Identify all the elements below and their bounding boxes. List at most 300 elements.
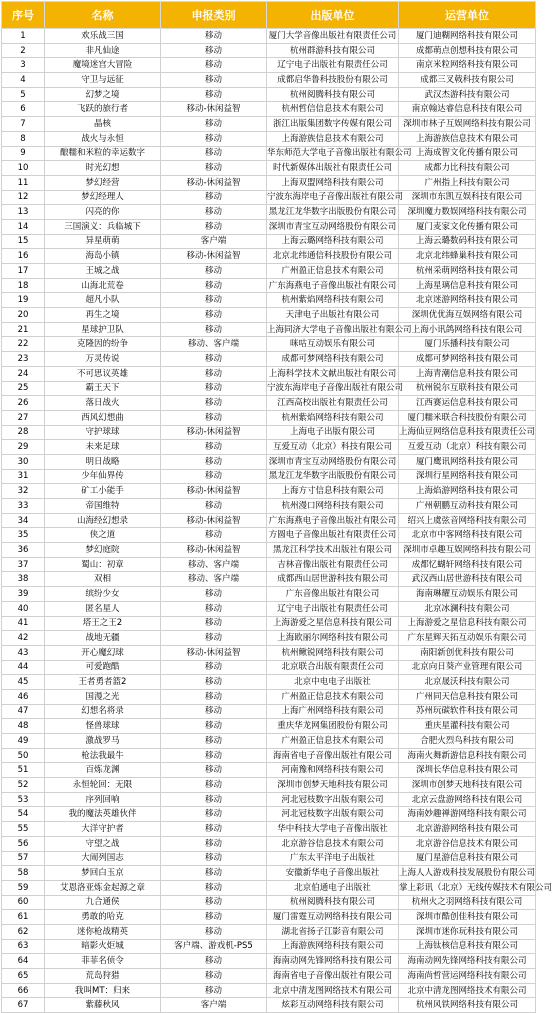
- cell-publisher: 华东师范大学电子音像出版社有限公司: [267, 146, 399, 161]
- cell-publisher: 海南动网先锋网络科技有限公司: [267, 954, 399, 969]
- cell-operator: 上海仙豆网络信息科技有限责任公司: [399, 425, 536, 440]
- cell-no: 21: [2, 322, 45, 337]
- cell-publisher: 上海同济大学电子音像出版社有限公司: [267, 322, 399, 337]
- table-row: [2, 410, 536, 425]
- cell-publisher: 广东太平洋电子出版社: [267, 851, 399, 866]
- cell-no: 63: [2, 939, 45, 954]
- cell-operator: 广州指上科技有限公司: [399, 175, 536, 190]
- cell-name: 开心魔幻球: [45, 645, 161, 660]
- cell-name: 超凡小队: [45, 293, 161, 308]
- table-row: [2, 807, 536, 822]
- cell-operator: 上海人人游戏科技发展股份有限公司: [399, 866, 536, 881]
- cell-publisher: 广东海燕电子音像出版社有限公司: [267, 278, 399, 293]
- cell-name: 我叫MT：归来: [45, 983, 161, 998]
- cell-name: 紫藤秋风: [45, 998, 161, 1013]
- cell-operator: 海南妙趣禅游网络科技有限公司: [399, 807, 536, 822]
- cell-category: 移动: [161, 734, 267, 749]
- cell-no: 10: [2, 161, 45, 176]
- cell-no: 45: [2, 675, 45, 690]
- cell-name: 暗影火炬城: [45, 939, 161, 954]
- cell-operator: 成都力比科技有限公司: [399, 161, 536, 176]
- cell-no: 16: [2, 249, 45, 264]
- cell-no: 65: [2, 969, 45, 984]
- cell-no: 19: [2, 293, 45, 308]
- cell-category: 移动: [161, 880, 267, 895]
- cell-category: 移动: [161, 660, 267, 675]
- cell-no: 59: [2, 880, 45, 895]
- cell-publisher: 河南豫和网络科技有限公司: [267, 763, 399, 778]
- table-row: [2, 851, 536, 866]
- cell-publisher: 黑龙江科学技术出版社有限公司: [267, 543, 399, 558]
- cell-name: 菲菲名侦令: [45, 954, 161, 969]
- cell-category: 移动: [161, 866, 267, 881]
- cell-category: 客户端: [161, 234, 267, 249]
- cell-publisher: 杭州哲信信息技术有限公司: [267, 102, 399, 117]
- cell-publisher: 天津电子出版社有限公司: [267, 308, 399, 323]
- cell-name: 塔王之王2: [45, 616, 161, 631]
- cell-operator: 海南火舞新游信息科技有限公司: [399, 748, 536, 763]
- table-row: [2, 939, 536, 954]
- cell-name: 迷你枪战精英: [45, 924, 161, 939]
- cell-operator: 上海钛核信息科技有限公司: [399, 939, 536, 954]
- cell-publisher: 北京联合出版有限责任公司: [267, 660, 399, 675]
- cell-no: 42: [2, 631, 45, 646]
- cell-no: 49: [2, 734, 45, 749]
- cell-no: 56: [2, 836, 45, 851]
- cell-operator: 深圳行星网络科技有限公司: [399, 469, 536, 484]
- cell-publisher: 吉林音像出版社有限责任公司: [267, 557, 399, 572]
- cell-publisher: 江西高校出版社有限责任公司: [267, 396, 399, 411]
- table-row: [2, 352, 536, 367]
- cell-publisher: 杭州鳅锐网络科技有限公司: [267, 645, 399, 660]
- cell-no: 25: [2, 381, 45, 396]
- cell-name: 王城之战: [45, 264, 161, 279]
- cell-publisher: 广东海燕电子音像出版社有限公司: [267, 513, 399, 528]
- cell-operator: 武汉杰游科技有限公司: [399, 87, 536, 102]
- cell-publisher: 上海游族网络科技有限公司: [267, 939, 399, 954]
- cell-publisher: 上海方寸信息科技有限公司: [267, 484, 399, 499]
- cell-category: 移动: [161, 205, 267, 220]
- cell-no: 3: [2, 58, 45, 73]
- table-row: [2, 836, 536, 851]
- cell-name: 序列回响: [45, 792, 161, 807]
- table-row: [2, 983, 536, 998]
- cell-name: 守望之战: [45, 836, 161, 851]
- cell-operator: 上海成智文化传播有限公司: [399, 146, 536, 161]
- cell-publisher: 上海游族信息技术有限公司: [267, 131, 399, 146]
- cell-category: 移动: [161, 792, 267, 807]
- cell-name: 百炼龙渊: [45, 763, 161, 778]
- cell-no: 54: [2, 807, 45, 822]
- cell-publisher: 广州盈正信息技术有限公司: [267, 734, 399, 749]
- cell-no: 34: [2, 513, 45, 528]
- table-row: [2, 998, 536, 1013]
- cell-publisher: 杭州漫口网络科技有限公司: [267, 499, 399, 514]
- cell-operator: 苏州玩碳软件科技有限公司: [399, 704, 536, 719]
- cell-category: 移动: [161, 675, 267, 690]
- cell-category: 移动: [161, 161, 267, 176]
- table-row: [2, 689, 536, 704]
- cell-publisher: 咪咕互动娱乐有限公司: [267, 337, 399, 352]
- cell-publisher: 安徽新华电子音像出版社: [267, 866, 399, 881]
- cell-no: 33: [2, 499, 45, 514]
- cell-name: 明日战略: [45, 454, 161, 469]
- cell-name: 异星萌萌: [45, 234, 161, 249]
- cell-category: 移动-休闲益智: [161, 249, 267, 264]
- cell-category: 移动-休闲益智: [161, 425, 267, 440]
- cell-no: 44: [2, 660, 45, 675]
- cell-operator: 南京翰达睿信息科技有限公司: [399, 102, 536, 117]
- cell-no: 7: [2, 117, 45, 132]
- cell-name: 梦幻庭院: [45, 543, 161, 558]
- table-row: [2, 513, 536, 528]
- cell-name: 山海北荒卷: [45, 278, 161, 293]
- cell-publisher: 成都可梦网络科技有限公司: [267, 352, 399, 367]
- cell-name: 战火与永恒: [45, 131, 161, 146]
- cell-name: 侠之道: [45, 528, 161, 543]
- cell-name: 勇敢的哈克: [45, 910, 161, 925]
- cell-publisher: 厦门雷霆互动网络科技有限公司: [267, 910, 399, 925]
- cell-publisher: 北京游谷信息技术有限公司: [267, 836, 399, 851]
- table-row: [2, 660, 536, 675]
- cell-no: 52: [2, 778, 45, 793]
- cell-publisher: 上海双盟网络科技有限公司: [267, 175, 399, 190]
- cell-category: 客户端: [161, 998, 267, 1013]
- cell-no: 29: [2, 440, 45, 455]
- cell-category: 移动、客户端: [161, 557, 267, 572]
- cell-category: 移动-休闲益智: [161, 175, 267, 190]
- cell-no: 11: [2, 175, 45, 190]
- cell-publisher: 上海科学技术文献出版社有限公司: [267, 366, 399, 381]
- table-row: [2, 278, 536, 293]
- cell-name: 闪亮的你: [45, 205, 161, 220]
- cell-operator: 深圳市酷创佳科技有限公司: [399, 910, 536, 925]
- table-row: [2, 866, 536, 881]
- cell-operator: 杭州火之羽网络科技有限公司: [399, 895, 536, 910]
- cell-publisher: 黑龙江龙华数字出版股份有限公司: [267, 469, 399, 484]
- cell-no: 14: [2, 219, 45, 234]
- cell-category: 移动: [161, 836, 267, 851]
- cell-category: 移动-休闲益智: [161, 645, 267, 660]
- header-name: 名称: [45, 2, 161, 29]
- cell-publisher: 河北冠枝数字出版有限公司: [267, 792, 399, 807]
- cell-name: 晶核: [45, 117, 161, 132]
- table-row: [2, 763, 536, 778]
- cell-operator: 深圳优优海互娱网络有限公司: [399, 308, 536, 323]
- cell-publisher: 杭州阅腾科技有限公司: [267, 895, 399, 910]
- table-row: [2, 454, 536, 469]
- cell-name: 矿工小能手: [45, 484, 161, 499]
- cell-publisher: 湖北省扬子江影音有限公司: [267, 924, 399, 939]
- cell-name: 缤纷少女: [45, 587, 161, 602]
- cell-operator: 北京游游网络科技有限公司: [399, 822, 536, 837]
- cell-category: 移动: [161, 293, 267, 308]
- cell-publisher: 河北冠枝数字出版有限公司: [267, 807, 399, 822]
- cell-category: 移动: [161, 851, 267, 866]
- cell-name: 幻想名将录: [45, 704, 161, 719]
- cell-category: 移动: [161, 528, 267, 543]
- cell-category: 客户端、游戏机-PS5: [161, 939, 267, 954]
- cell-operator: 上海焰游网络科技有限公司: [399, 484, 536, 499]
- cell-operator: 北京云盘游网络科技有限公司: [399, 792, 536, 807]
- cell-operator: 江西赛运信息科技有限公司: [399, 396, 536, 411]
- table-row: [2, 778, 536, 793]
- table-row: [2, 954, 536, 969]
- cell-name: 克隆因的纷争: [45, 337, 161, 352]
- cell-publisher: 时代新媒体出版社有限责任公司: [267, 161, 399, 176]
- cell-name: 蜀山：初章: [45, 557, 161, 572]
- cell-no: 67: [2, 998, 45, 1013]
- cell-operator: 掌上彩讯（北京）无线传媒技术有限公司: [399, 880, 536, 895]
- cell-name: 激战罗马: [45, 734, 161, 749]
- header-operator: 运营单位: [399, 2, 536, 29]
- cell-category: 移动: [161, 73, 267, 88]
- cell-publisher: 深圳市青宝互动网络股份有限公司: [267, 219, 399, 234]
- cell-publisher: 厦门大学音像出版社有限责任公司: [267, 29, 399, 44]
- cell-name: 飞跃的旅行者: [45, 102, 161, 117]
- cell-publisher: 深圳市创梦天地科技有限公司: [267, 778, 399, 793]
- cell-category: 移动: [161, 29, 267, 44]
- cell-no: 43: [2, 645, 45, 660]
- cell-category: 移动: [161, 454, 267, 469]
- cell-category: 移动: [161, 146, 267, 161]
- cell-name: 时光幻想: [45, 161, 161, 176]
- cell-category: 移动: [161, 983, 267, 998]
- cell-operator: 上海小讯鸽网络科技有限公司: [399, 322, 536, 337]
- cell-category: 移动: [161, 308, 267, 323]
- table-row: [2, 440, 536, 455]
- table-row: [2, 146, 536, 161]
- cell-category: 移动: [161, 719, 267, 734]
- cell-operator: 上海游爱之星信息科技有限公司: [399, 616, 536, 631]
- cell-publisher: 上海广州网络科技有限公司: [267, 704, 399, 719]
- cell-name: 双相: [45, 572, 161, 587]
- cell-name: 不可思议英雄: [45, 366, 161, 381]
- cell-publisher: 辽宁电子出版社有限责任公司: [267, 58, 399, 73]
- cell-name: 未来足球: [45, 440, 161, 455]
- cell-category: 移动: [161, 190, 267, 205]
- cell-operator: 深圳市卓趣互娱网络科技有限公司: [399, 543, 536, 558]
- cell-publisher: 成都启华鲁科技股份有限公司: [267, 73, 399, 88]
- cell-category: 移动-休闲益智: [161, 543, 267, 558]
- table-row: [2, 822, 536, 837]
- cell-publisher: 北京中电电子出版社: [267, 675, 399, 690]
- cell-category: 移动: [161, 131, 267, 146]
- cell-name: 梦幻经理人: [45, 190, 161, 205]
- cell-publisher: 炫彩互动网络科技有限公司: [267, 998, 399, 1013]
- cell-name: 艾恩洛亚炼金起源之章: [45, 880, 161, 895]
- cell-operator: 深圳市林子互娱网络科技有限公司: [399, 117, 536, 132]
- cell-operator: 绍兴上虞弦音网络科技有限公司: [399, 513, 536, 528]
- cell-no: 48: [2, 719, 45, 734]
- table-row: [2, 73, 536, 88]
- cell-operator: 厦门麦家文化传播有限公司: [399, 219, 536, 234]
- cell-no: 32: [2, 484, 45, 499]
- cell-operator: 深圳魔力数娱网络科技有限公司: [399, 205, 536, 220]
- cell-no: 41: [2, 616, 45, 631]
- table-row: [2, 880, 536, 895]
- cell-publisher: 杭州紫焰网络科技有限公司: [267, 293, 399, 308]
- cell-name: 怪兽球球: [45, 719, 161, 734]
- table-row: [2, 543, 536, 558]
- cell-name: 三国演义：兵临城下: [45, 219, 161, 234]
- cell-no: 58: [2, 866, 45, 881]
- cell-publisher: 上海电子出版有限公司: [267, 425, 399, 440]
- cell-no: 40: [2, 601, 45, 616]
- cell-no: 28: [2, 425, 45, 440]
- cell-publisher: 辽宁电子出版社有限责任公司: [267, 601, 399, 616]
- cell-operator: 成都可梦网络科技有限公司: [399, 352, 536, 367]
- cell-no: 35: [2, 528, 45, 543]
- cell-no: 26: [2, 396, 45, 411]
- cell-no: 31: [2, 469, 45, 484]
- cell-operator: 广东星辉天拓互动娱乐有限公司: [399, 631, 536, 646]
- cell-no: 37: [2, 557, 45, 572]
- cell-name: 王者勇者篮2: [45, 675, 161, 690]
- table-row: [2, 499, 536, 514]
- cell-operator: 海南尚哲营运网络科技有限公司: [399, 969, 536, 984]
- cell-publisher: 北京伯通电子出版社: [267, 880, 399, 895]
- cell-operator: 深圳市迷你玩科技有限公司: [399, 924, 536, 939]
- table-row: [2, 895, 536, 910]
- table-row: [2, 102, 536, 117]
- cell-no: 27: [2, 410, 45, 425]
- table-row: [2, 58, 536, 73]
- table-row: [2, 572, 536, 587]
- cell-no: 60: [2, 895, 45, 910]
- cell-operator: 上海游族信息技术有限公司: [399, 131, 536, 146]
- table-row: [2, 719, 536, 734]
- cell-name: 战地无疆: [45, 631, 161, 646]
- cell-name: 梦回白玉京: [45, 866, 161, 881]
- cell-no: 66: [2, 983, 45, 998]
- table-row: [2, 645, 536, 660]
- cell-category: 移动: [161, 469, 267, 484]
- cell-category: 移动: [161, 219, 267, 234]
- cell-operator: 成都忆蝴轩网络科技有限公司: [399, 557, 536, 572]
- cell-no: 2: [2, 43, 45, 58]
- cell-no: 39: [2, 587, 45, 602]
- cell-category: 移动: [161, 616, 267, 631]
- table-row: [2, 792, 536, 807]
- cell-no: 55: [2, 822, 45, 837]
- cell-name: 枪法我最牛: [45, 748, 161, 763]
- cell-publisher: 黑龙江龙华数字出版股份有限公司: [267, 205, 399, 220]
- cell-operator: 厦门星游信息科技有限公司: [399, 851, 536, 866]
- cell-category: 移动: [161, 366, 267, 381]
- cell-name: 守卫与远征: [45, 73, 161, 88]
- cell-publisher: 北京北纬通信科技股份有限公司: [267, 249, 399, 264]
- cell-name: 国漫之光: [45, 689, 161, 704]
- cell-category: 移动: [161, 910, 267, 925]
- cell-category: 移动: [161, 601, 267, 616]
- cell-name: 九合通侯: [45, 895, 161, 910]
- cell-operator: 广州同天信息科技有限公司: [399, 689, 536, 704]
- table-row: [2, 190, 536, 205]
- cell-operator: 海南动网先锋网络科技有限公司: [399, 954, 536, 969]
- table-row: [2, 631, 536, 646]
- table-row: [2, 587, 536, 602]
- cell-publisher: 广州盈正信息技术有限公司: [267, 689, 399, 704]
- cell-publisher: 上海云璐网络科技有限公司: [267, 234, 399, 249]
- table-row: [2, 87, 536, 102]
- cell-operator: 广州朝鹏互动科技有限公司: [399, 499, 536, 514]
- cell-operator: 武汉西山居世游科技有限公司: [399, 572, 536, 587]
- cell-category: 移动: [161, 704, 267, 719]
- cell-operator: 北京冰澜科技有限公司: [399, 601, 536, 616]
- cell-name: 永恒轮回：无限: [45, 778, 161, 793]
- cell-category: 移动: [161, 117, 267, 132]
- table-row: [2, 469, 536, 484]
- table-row: [2, 396, 536, 411]
- cell-operator: 成都萌点创想科技有限公司: [399, 43, 536, 58]
- cell-operator: 厦门乐播科技有限公司: [399, 337, 536, 352]
- table-row: [2, 175, 536, 190]
- cell-operator: 厦门糯米联合科技股份有限公司: [399, 410, 536, 425]
- cell-no: 46: [2, 689, 45, 704]
- cell-name: 落日战火: [45, 396, 161, 411]
- table-row: [2, 249, 536, 264]
- cell-no: 8: [2, 131, 45, 146]
- cell-operator: 海南琳耀互动娱乐有限公司: [399, 587, 536, 602]
- cell-category: 移动: [161, 631, 267, 646]
- cell-operator: 厦门鹰讯网络科技有限公司: [399, 454, 536, 469]
- table-row: [2, 381, 536, 396]
- cell-category: 移动: [161, 763, 267, 778]
- cell-operator: 北京晟沃科技有限公司: [399, 675, 536, 690]
- table-row: [2, 734, 536, 749]
- cell-operator: 北京游谷信息技术有限公司: [399, 836, 536, 851]
- cell-publisher: 北京中清龙图网络技术有限公司: [267, 983, 399, 998]
- cell-operator: 成都三叉戟科技有限公司: [399, 73, 536, 88]
- cell-name: 星球护卫队: [45, 322, 161, 337]
- table-row: [2, 293, 536, 308]
- cell-name: 帝国维特: [45, 499, 161, 514]
- cell-no: 47: [2, 704, 45, 719]
- header-category: 申报类别: [161, 2, 267, 29]
- table-row: [2, 969, 536, 984]
- cell-operator: 北京北纬蜂巢科技有限公司: [399, 249, 536, 264]
- cell-publisher: 方圆电子音像出版社有限责任公司: [267, 528, 399, 543]
- cell-publisher: 广州盈正信息技术有限公司: [267, 264, 399, 279]
- table-row: [2, 910, 536, 925]
- cell-category: 移动: [161, 499, 267, 514]
- cell-name: 再生之境: [45, 308, 161, 323]
- table-row: [2, 29, 536, 44]
- table-row: [2, 924, 536, 939]
- cell-no: 5: [2, 87, 45, 102]
- cell-operator: 北京市中客网络科技有限公司: [399, 528, 536, 543]
- cell-category: 移动-休闲益智: [161, 484, 267, 499]
- cell-publisher: 杭州群游科技有限公司: [267, 43, 399, 58]
- cell-operator: 南京米粒网络科技有限公司: [399, 58, 536, 73]
- cell-category: 移动: [161, 822, 267, 837]
- approval-table: [1, 1, 552, 1013]
- cell-no: 22: [2, 337, 45, 352]
- cell-no: 57: [2, 851, 45, 866]
- cell-publisher: 成都西山居世游科技有限公司: [267, 572, 399, 587]
- cell-name: 可爱跑酷: [45, 660, 161, 675]
- cell-category: 移动: [161, 748, 267, 763]
- table-body: [2, 29, 552, 1013]
- table-row: [2, 308, 536, 323]
- cell-operator: 上海星璃信息科技有限公司: [399, 278, 536, 293]
- cell-publisher: 上海游爱之星信息科技有限公司: [267, 616, 399, 631]
- cell-publisher: 华中科技大学电子音像出版社: [267, 822, 399, 837]
- cell-no: 6: [2, 102, 45, 117]
- cell-no: 12: [2, 190, 45, 205]
- cell-operator: 杭州风铁网络科技有限公司: [399, 998, 536, 1013]
